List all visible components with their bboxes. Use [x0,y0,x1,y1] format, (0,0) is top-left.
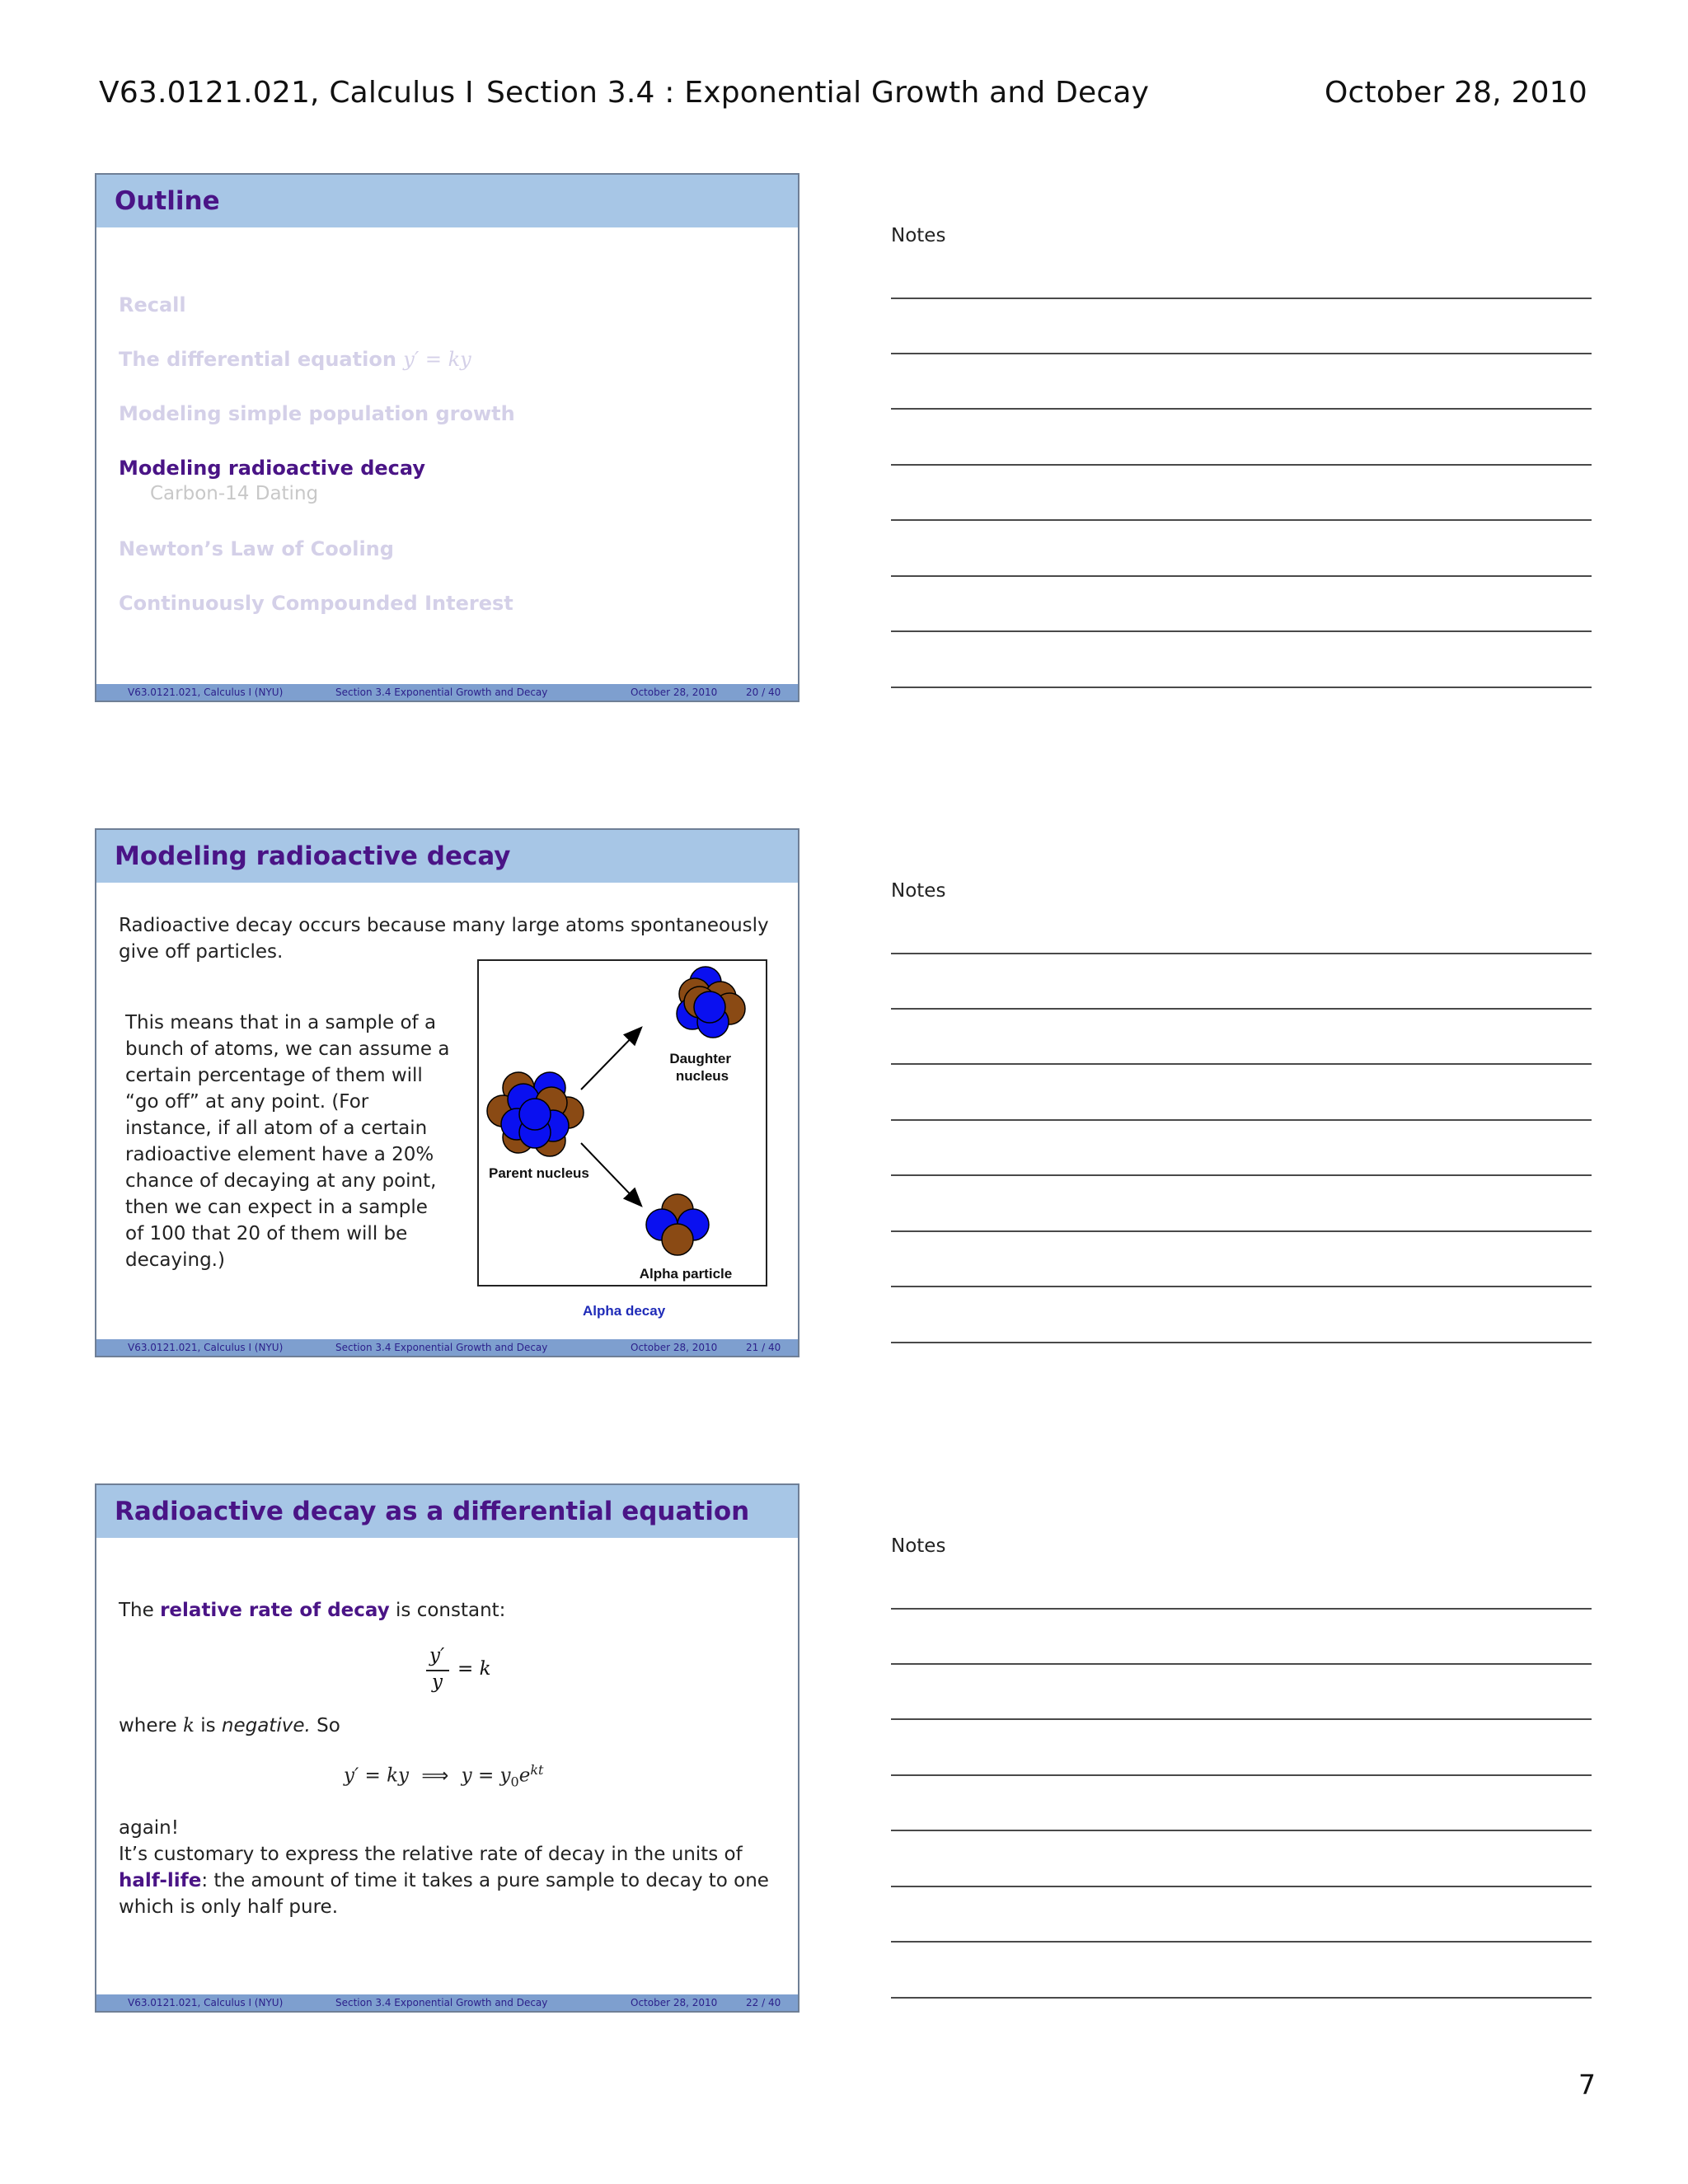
fraction-denominator: y [432,1671,443,1693]
fraction-equation [418,1645,517,1703]
equation-rhs: y = y [461,1765,511,1787]
slide-title-bar [96,1485,798,1538]
footer-section: Section 3.4 Exponential Growth and Decay [335,687,548,698]
text-line: radioactive element have a 20% [125,1144,434,1165]
slide-title: Outline [115,186,220,216]
solution-equation [344,1757,673,1795]
half-life-paragraph [119,1841,790,1920]
note-line[interactable] [891,1774,1592,1776]
header-section: Section 3.4 : Exponential Growth and Decay [486,76,1150,110]
text-line: certain percentage of them will [125,1065,423,1086]
text-span: The [119,1600,154,1621]
slide-body [96,1538,798,1998]
footer-course: V63.0121.021, Calculus I (NYU) [128,1997,284,2008]
outline-item-radioactive[interactable]: Modeling radioactive decay [119,457,426,480]
outline-subitem-carbon[interactable]: Carbon-14 Dating [150,483,319,504]
footer-date: October 28, 2010 [631,1997,718,2008]
daughter-label: Daughter nucleus [669,1051,731,1084]
note-line[interactable] [891,1718,1592,1720]
note-line[interactable] [891,1663,1592,1665]
again-line: again! [119,1817,179,1839]
note-line[interactable] [891,519,1592,521]
header-course: V63.0121.021, Calculus I [99,76,474,110]
text-line: of 100 that 20 of them will be [125,1223,408,1244]
note-line[interactable] [891,353,1592,354]
notes-label: Notes [891,225,946,246]
footer-page: 21 / 40 [746,1342,781,1353]
slide-title: Modeling radioactive decay [115,841,511,871]
equation-exponent: kt [530,1762,544,1778]
note-line[interactable] [891,1608,1592,1610]
footer-date: October 28, 2010 [631,1342,718,1353]
note-line[interactable] [891,953,1592,954]
text-line: bunch of atoms, we can assume a [125,1038,450,1060]
footer-page: 22 / 40 [746,1997,781,2008]
slide-footer [96,684,798,701]
slide-footer [96,1339,798,1356]
text-line: chance of decaying at any point, [125,1170,437,1192]
note-line[interactable] [891,687,1592,688]
slide-title-bar [96,830,798,883]
slide-outline [95,173,799,702]
outline-item-population[interactable]: Modeling simple population growth [119,402,515,425]
fraction-numerator: y′ [429,1645,445,1666]
slide-decay-diffeq [95,1483,799,2013]
notes-label: Notes [891,880,946,902]
relative-rate-term: relative rate of decay [160,1600,390,1621]
note-line[interactable] [891,408,1592,410]
note-line[interactable] [891,1119,1592,1121]
explanation-paragraph [125,1010,455,1273]
text-span: where [119,1715,177,1736]
note-line[interactable] [891,1286,1592,1287]
note-line[interactable] [891,1886,1592,1887]
text-line: then we can expect in a sample [125,1197,428,1218]
outline-item-recall[interactable]: Recall [119,293,186,316]
intro-paragraph: Radioactive decay occurs because many large atoms spontaneously give off particles. [119,915,769,963]
equation-lhs: y′ = ky [344,1765,410,1787]
alpha-label: Alpha particle [639,1266,733,1282]
math-k: k [182,1715,195,1736]
footer-section: Section 3.4 Exponential Growth and Decay [335,1997,548,2008]
footer-date: October 28, 2010 [631,687,718,698]
slide-title-bar [96,175,798,227]
outline-diffeq-math: y′ = ky [403,348,471,371]
note-line[interactable] [891,630,1592,632]
slide-body [96,883,798,1343]
footer-course: V63.0121.021, Calculus I (NYU) [128,1342,284,1353]
text-line: instance, if all atom of a certain [125,1118,428,1139]
note-line[interactable] [891,1008,1592,1010]
slide-footer [96,1994,798,2011]
note-line[interactable] [891,1941,1592,1943]
text-span: So [316,1715,340,1736]
text-span: is [200,1715,216,1736]
note-line[interactable] [891,1174,1592,1176]
text-line: “go off” at any point. (For [125,1091,369,1113]
text-span: It’s customary to express the relative rate of decay in the units of [119,1844,743,1865]
text-line: This means that in a sample of a [125,1012,437,1033]
footer-section: Section 3.4 Exponential Growth and Decay [335,1342,548,1353]
equation-subscript: 0 [510,1774,519,1790]
note-line[interactable] [891,1230,1592,1232]
alpha-decay-figure [476,958,772,1304]
footer-page: 20 / 40 [746,687,781,698]
fraction-rhs: = k [457,1658,491,1680]
header-date: October 28, 2010 [1324,76,1587,110]
outline-item-newton[interactable]: Newton’s Law of Cooling [119,537,394,560]
note-line[interactable] [891,1342,1592,1343]
outline-item-diffeq[interactable] [119,348,471,371]
slide-radioactive-decay [95,828,799,1357]
text-span: is constant: [396,1600,506,1621]
emphasis-negative: negative. [221,1715,311,1736]
figure-caption: Alpha decay [583,1303,666,1319]
implies-arrow: ⟹ [421,1765,449,1787]
page-number: 7 [1578,2069,1596,2101]
note-line[interactable] [891,575,1592,577]
note-line[interactable] [891,1997,1592,1999]
equation-e: e [518,1765,531,1787]
text-span: : [201,1870,209,1891]
text-span: the amount of time it takes a pure sample to decay to one which is only half pure. [119,1870,769,1918]
notes-label: Notes [891,1535,946,1557]
note-line[interactable] [891,464,1592,466]
slide-body [96,227,798,687]
slide-title: Radioactive decay as a differential equation [115,1497,750,1526]
parent-label: Parent nucleus [489,1165,589,1181]
text-line: decaying.) [125,1249,225,1271]
note-line[interactable] [891,1830,1592,1831]
outline-diffeq-text: The differential equation [119,348,396,371]
half-life-term: half-life [119,1870,202,1891]
note-line[interactable] [891,1063,1592,1065]
where-k-negative [119,1713,778,1739]
note-line[interactable] [891,298,1592,299]
footer-course: V63.0121.021, Calculus I (NYU) [128,687,284,698]
outline-item-interest[interactable]: Continuously Compounded Interest [119,592,513,615]
relative-rate-line [119,1597,778,1624]
